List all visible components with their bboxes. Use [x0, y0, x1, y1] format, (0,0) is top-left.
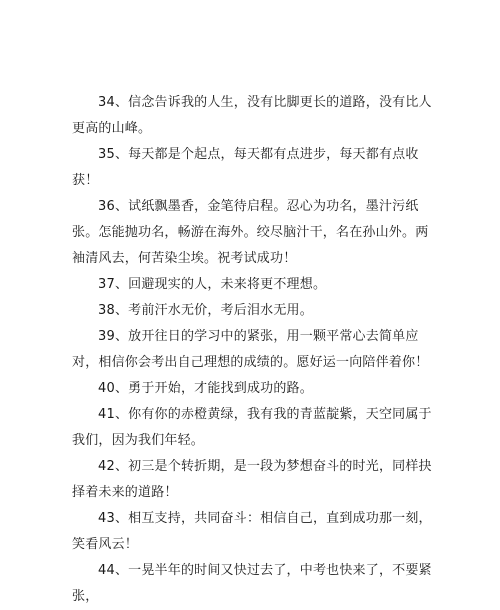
paragraph-35: 35、每天都是个起点，每天都有点进步，每天都有点收获！: [72, 147, 419, 188]
paragraph-36: 36、试纸飘墨香，金笔待启程。忍心为功名，墨汁污纸张。怎能抛功名，畅游在海外。绞尽脑汁干，名在孙山外。两袖清风去，何苦染尘埃。祝考试成功！: [72, 199, 429, 266]
document-body: [72, 90, 434, 610]
paragraph-41: 41、你有你的赤橙黄绿，我有我的青蓝靛紫，天空同属于我们，因为我们年轻。: [72, 407, 432, 448]
paragraph-39: 39、放开往日的学习中的紧张，用一颗平常心去简单应对，相信你会考出自己理想的成绩的。愿好运一向陪伴着你！: [72, 329, 429, 370]
paragraph-34: 34、信念告诉我的人生，没有比脚更长的道路，没有比人更高的山峰。: [72, 95, 432, 136]
paragraph-40: 40、勇于开始，才能找到成功的路。: [98, 381, 313, 396]
paragraph-44: 44、一晃半年的时间又快过去了，中考也快来了，不要紧张，: [72, 563, 432, 604]
paragraph-38: 38、考前汗水无价，考后泪水无用。: [98, 303, 313, 318]
paragraph-43: 43、相互支持，共同奋斗：相信自己，直到成功那一刻，笑看风云！: [72, 511, 432, 552]
paragraph-42: 42、初三是个转折期，是一段为梦想奋斗的时光，同样抉择着未来的道路！: [72, 459, 432, 500]
paragraph-37: 37、回避现实的人，未来将更不理想。: [98, 277, 327, 292]
